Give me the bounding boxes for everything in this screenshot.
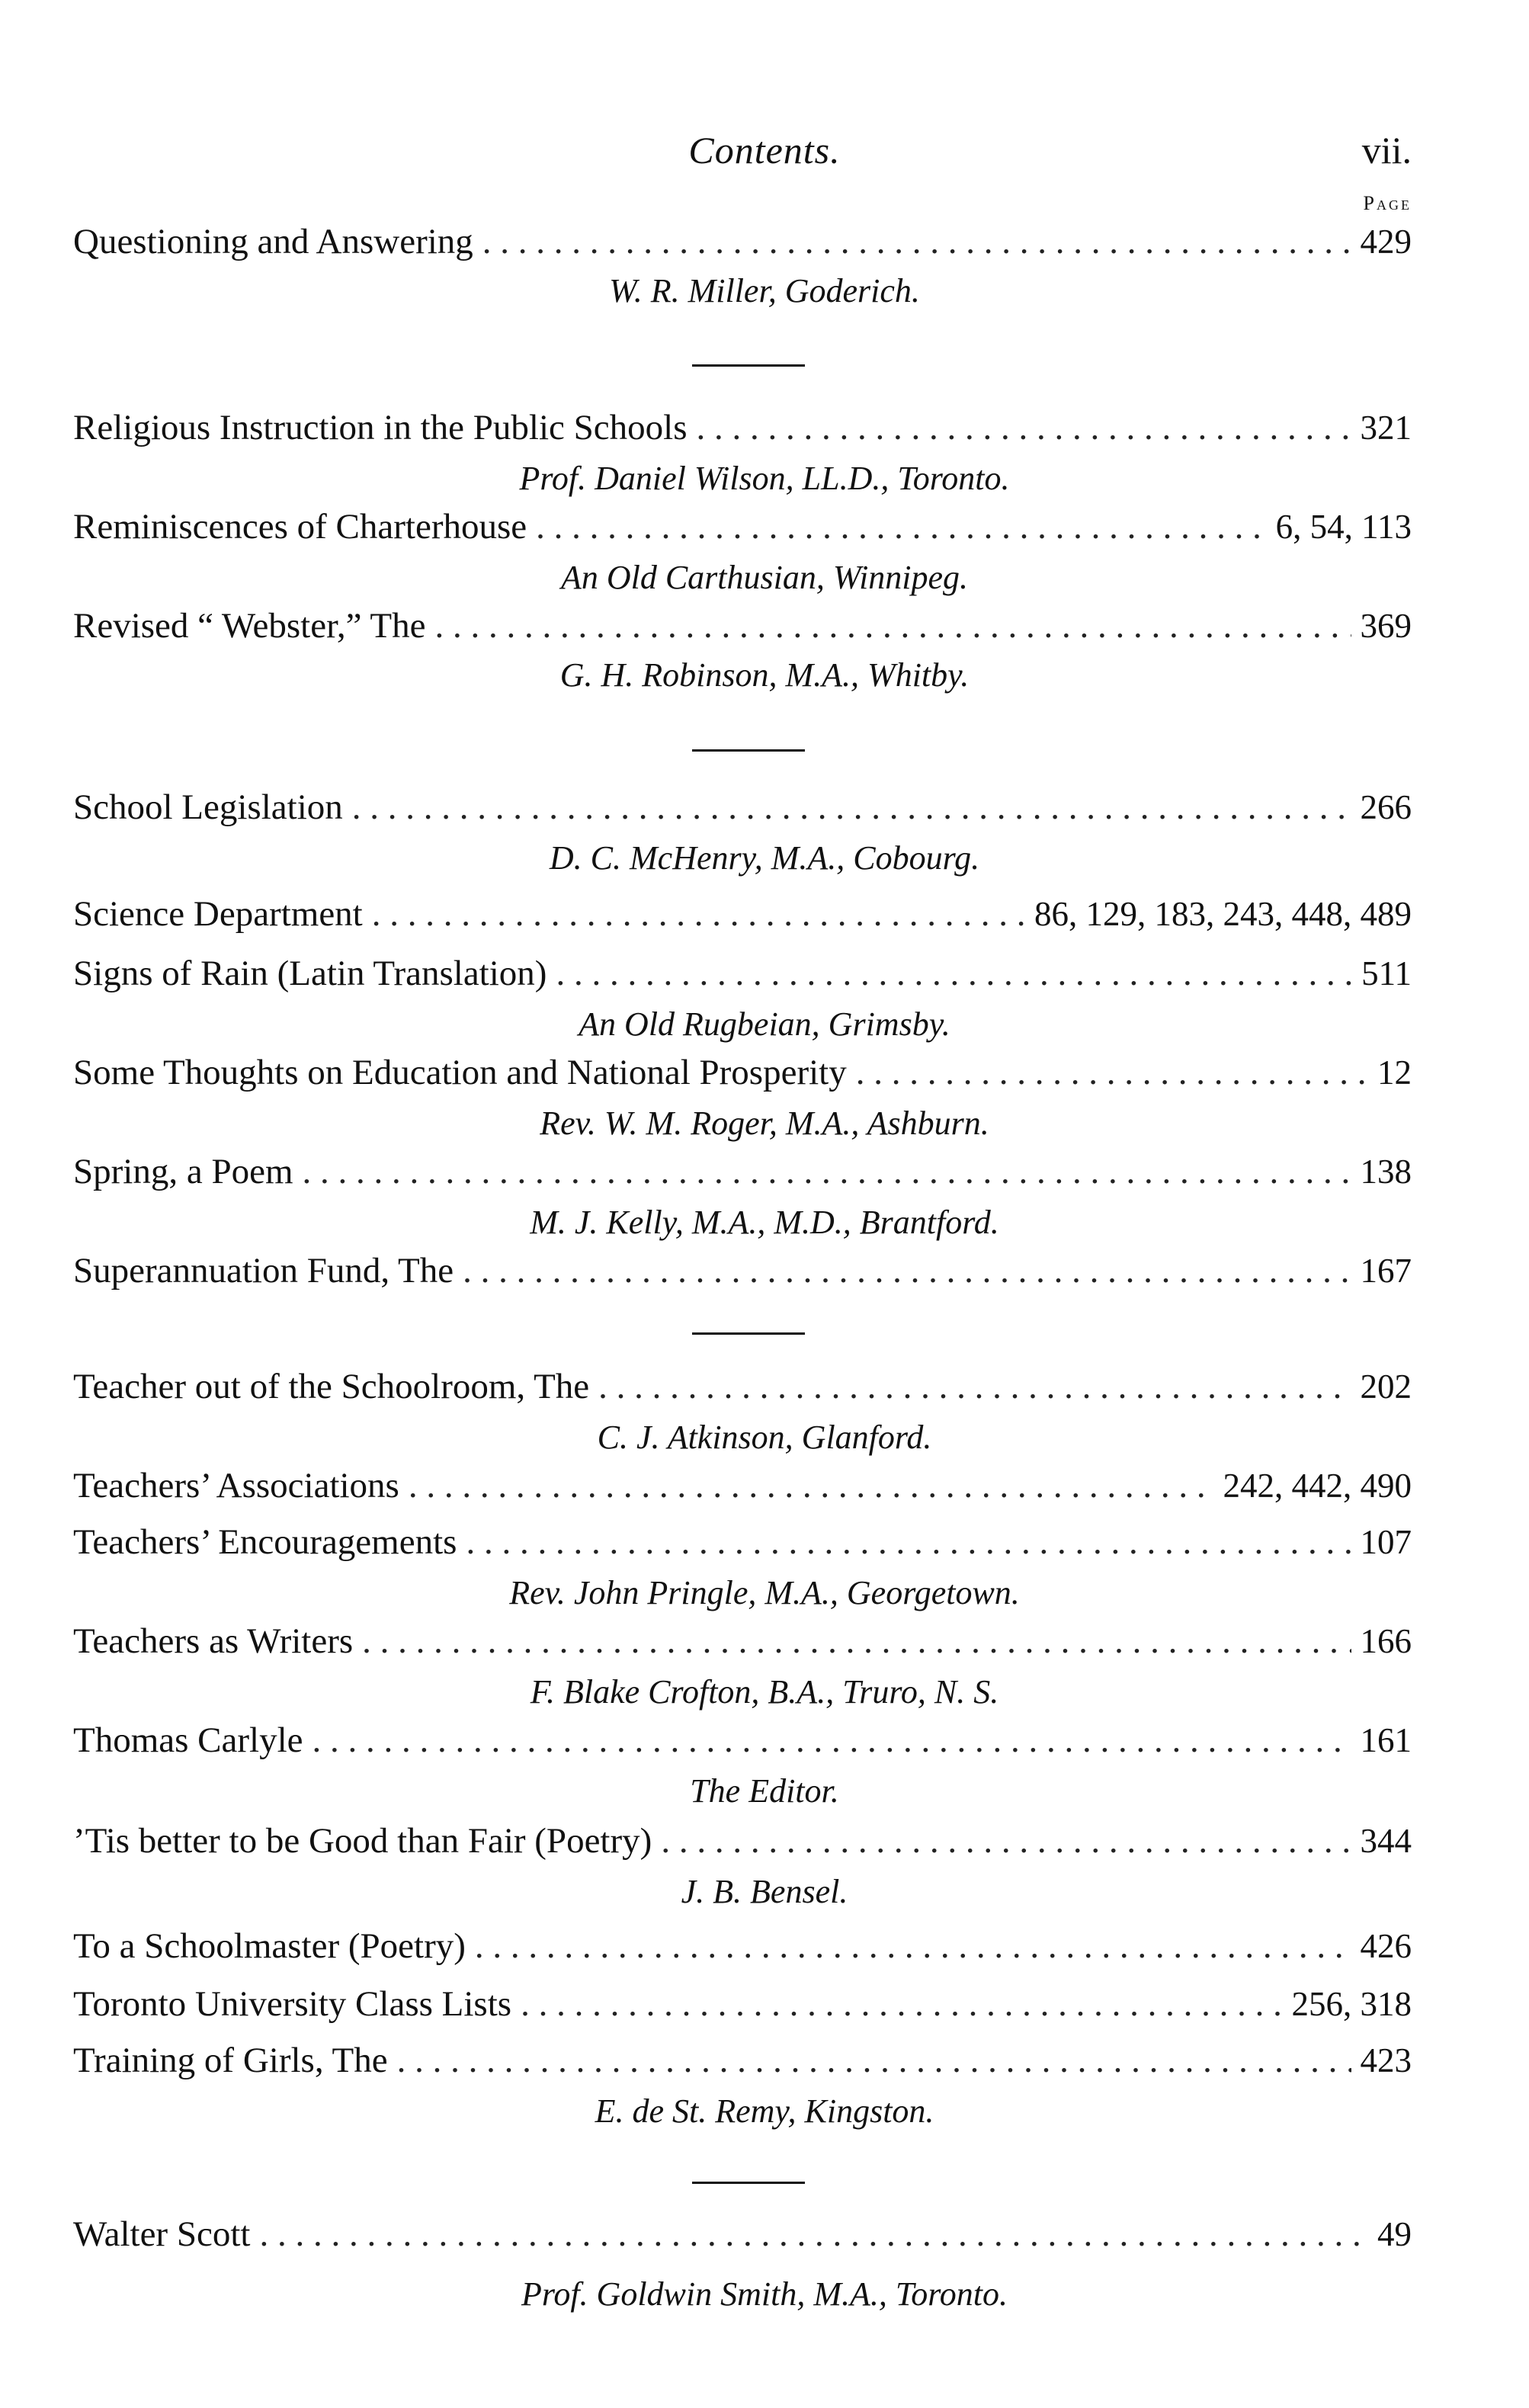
entry-author: Prof. Goldwin Smith, M.A., Toronto. [521,2275,1008,2313]
toc-entry [73,1151,1412,1200]
entry-title: Spring, a Poem [73,1152,293,1191]
dot-leader [556,953,1352,994]
entry-pages: 266 [1360,788,1412,826]
toc-entry [73,1621,1412,1669]
toc-entry [73,2040,1412,2089]
entry-author: E. de St. Remy, Kingston. [595,2092,934,2130]
entry-pages: 344 [1360,1822,1412,1860]
toc-entry [73,1366,1412,1415]
toc-entry [73,1925,1412,1974]
dot-leader [303,1151,1351,1192]
entry-pages: 429 [1360,223,1412,261]
entry-author: The Editor. [690,1772,839,1810]
entry-pages: 86, 129, 183, 243, 448, 489 [1034,895,1412,933]
entry-title: To a Schoolmaster (Poetry) [73,1926,466,1966]
entry-pages: 511 [1361,954,1412,992]
toc-entry [73,787,1412,835]
entry-author: An Old Rugbeian, Grimsby. [579,1005,950,1043]
toc-entry [73,1720,1412,1768]
toc-entry [73,1983,1412,2032]
entry-author: Rev. John Pringle, M.A., Georgetown. [509,1574,1020,1611]
toc-entry [73,2214,1412,2262]
entry-author: M. J. Kelly, M.A., M.D., Brantford. [530,1204,999,1241]
entry-pages: 12 [1377,1053,1412,1092]
dot-leader [466,1521,1351,1563]
entry-pages: 321 [1360,409,1412,447]
entry-author: D. C. McHenry, M.A., Cobourg. [549,839,980,877]
section-divider [692,1332,805,1335]
entry-author: Rev. W. M. Roger, M.A., Ashburn. [540,1105,989,1142]
dot-leader [362,1621,1351,1662]
entry-title: Thomas Carlyle [73,1720,303,1760]
entry-author: F. Blake Crofton, B.A., Truro, N. S. [530,1673,999,1711]
entry-title: Signs of Rain (Latin Translation) [73,954,547,993]
dot-leader [598,1366,1351,1407]
entry-title: Teacher out of the Schoolroom, The [73,1367,590,1406]
entry-pages: 369 [1360,607,1412,645]
entry-pages: 242, 442, 490 [1223,1467,1412,1505]
entry-author: J. B. Bensel. [681,1873,848,1910]
dot-leader [536,506,1267,547]
dot-leader [434,605,1351,646]
section-divider [692,364,805,367]
entry-title: Superannuation Fund, The [73,1251,454,1291]
entry-pages: 166 [1360,1622,1412,1660]
entry-title: Training of Girls, The [73,2041,388,2080]
page-column-label: Page [1363,192,1412,214]
dot-leader [521,1983,1282,2025]
entry-author: An Old Carthusian, Winnipeg. [560,559,969,596]
page-number: vii. [1361,129,1412,172]
entry-title: Toronto University Class Lists [73,1984,512,2024]
toc-entry [73,1521,1412,1570]
dot-leader [397,2040,1351,2081]
entry-author: Prof. Daniel Wilson, LL.D., Toronto. [519,460,1010,497]
entry-author: W. R. Miller, Goderich. [609,272,920,309]
section-divider [692,2182,805,2184]
entry-pages: 161 [1360,1721,1412,1759]
entry-pages: 6, 54, 113 [1275,508,1412,546]
dot-leader [697,407,1351,448]
running-head-title: Contents. [688,129,841,172]
dot-leader [259,2214,1368,2255]
entry-pages: 107 [1360,1523,1412,1561]
entry-pages: 49 [1377,2215,1412,2253]
entry-title: Revised “ Webster,” The [73,606,426,646]
entry-pages: 426 [1360,1927,1412,1965]
toc-entry [73,953,1412,1002]
entry-author: C. J. Atkinson, Glanford. [597,1419,932,1456]
dot-leader [482,221,1351,262]
toc-entry [73,605,1412,654]
entry-title: School Legislation [73,787,343,827]
toc-entry [73,1465,1412,1514]
toc-entry [73,893,1412,942]
section-divider [692,749,805,752]
toc-entry [73,1052,1412,1101]
toc-entry [73,506,1412,555]
entry-title: Walter Scott [73,2214,251,2254]
entry-pages: 423 [1360,2041,1412,2079]
toc-entry [73,407,1412,456]
entry-title: ’Tis better to be Good than Fair (Poetry) [73,1821,652,1861]
dot-leader [661,1820,1351,1861]
entry-title: Teachers’ Associations [73,1466,399,1505]
entry-title: Questioning and Answering [73,222,473,261]
entry-title: Teachers’ Encouragements [73,1522,457,1562]
toc-entry [73,221,1412,270]
dot-leader [313,1720,1351,1761]
dot-leader [475,1925,1351,1967]
entry-pages: 202 [1360,1368,1412,1406]
entry-title: Science Department [73,894,363,934]
dot-leader [372,893,1025,935]
dot-leader [409,1465,1214,1506]
entry-title: Religious Instruction in the Public Schools [73,408,688,447]
entry-title: Teachers as Writers [73,1621,354,1661]
dot-leader [463,1250,1351,1291]
entry-title: Some Thoughts on Education and National Prosperity [73,1053,847,1092]
dot-leader [352,787,1351,828]
entry-author: G. H. Robinson, M.A., Whitby. [559,656,970,694]
entry-pages: 256, 318 [1291,1985,1412,2023]
entry-title: Reminiscences of Charterhouse [73,507,527,547]
entry-pages: 138 [1360,1153,1412,1191]
entry-pages: 167 [1360,1252,1412,1290]
toc-entry [73,1250,1412,1299]
toc-entry [73,1820,1412,1869]
dot-leader [856,1052,1368,1093]
